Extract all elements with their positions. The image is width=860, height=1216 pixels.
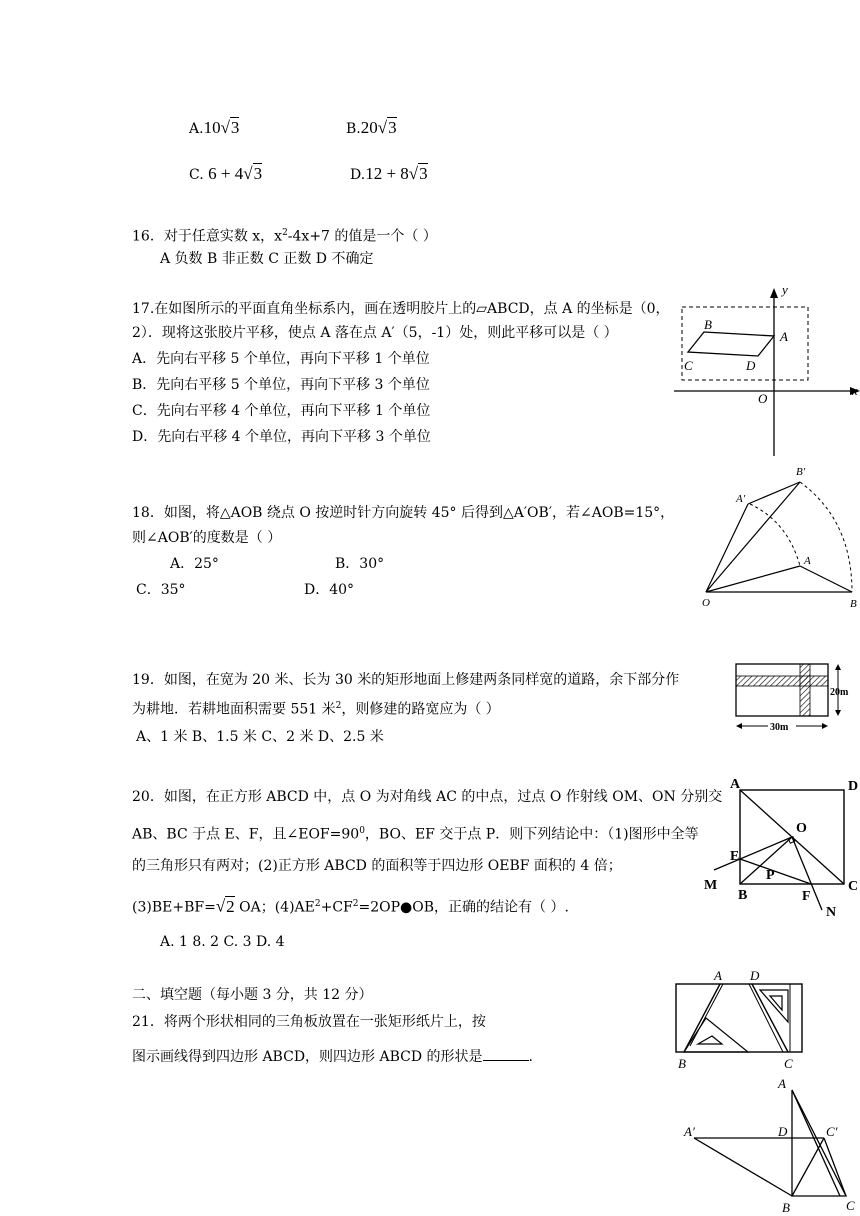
math-expression: 10√3 [203, 118, 240, 137]
expression-prefix: 12 + 8 [365, 164, 409, 183]
triangle-edge [690, 984, 723, 1046]
field-rectangle [736, 664, 828, 716]
stem-text: 为耕地．若耕地面积需要 551 米 [132, 701, 336, 718]
q16-stem [132, 223, 437, 247]
ray-om [714, 837, 792, 870]
edge-dc [752, 984, 788, 1052]
superscript: 2 [335, 701, 342, 711]
label-a: A [804, 555, 811, 567]
q22-triangle-figure [680, 1076, 860, 1216]
label-o: O [796, 821, 807, 836]
label-length: 30m [770, 722, 789, 733]
label-m: M [704, 878, 718, 893]
label-a: A [780, 329, 788, 344]
q15-option-c [189, 164, 262, 185]
q20-line4 [132, 894, 569, 918]
horizontal-road [736, 676, 828, 686]
label-e: E [730, 849, 740, 864]
q20-line3: 的三角形只有两对；(2)正方形 ABCD 的面积等于四边形 OEBF 面积的 4 倍； [132, 858, 622, 874]
arc-b-to-bprime [800, 482, 852, 592]
label-a: A [714, 968, 722, 983]
coefficient: 20 [360, 118, 378, 137]
superscript: 2 [314, 899, 321, 909]
option-label: A. [189, 121, 204, 137]
label-n: N [826, 905, 837, 920]
q20-line1: 20．如图，在正方形 ABCD 中，点 O 为对角线 AC 的中点，过点 O 作射线 OM、ON 分别交 [132, 789, 723, 805]
label-d: D [778, 1124, 788, 1139]
y-axis-arrow [770, 288, 778, 298]
label-o: O [758, 391, 768, 406]
triangle-edge [749, 984, 783, 1052]
radicand: 3 [419, 164, 428, 183]
q17-line2: 2）．现将这张胶片平移，使点 A 落在点 A′（5，-1）处，则此平移可以是（ ） [132, 325, 618, 341]
label-d: D [746, 358, 756, 373]
segment-ef [740, 859, 811, 884]
math-expression: √2 [215, 896, 235, 916]
q18-option-c: C．35° [136, 582, 186, 598]
stem-text: OA；(4)AE [234, 899, 315, 916]
q21-line1: 21．将两个形状相同的三角板放置在一张矩形纸片上，按 [132, 1014, 486, 1030]
segment-ab [800, 566, 852, 592]
answer-blank[interactable] [483, 1046, 529, 1061]
q20-line2 [132, 821, 699, 845]
math-expression: 6 + 4√3 [208, 164, 263, 183]
q17-coordinate-figure [674, 284, 860, 456]
q18-line1: 18．如图，将△AOB 绕点 O 按逆时针方向旋转 45° 后得到△A′OB′，若∠AOB=15°， [132, 505, 675, 521]
q21-line2 [132, 1046, 533, 1067]
label-x: x [852, 383, 858, 398]
segment-aprime-bprime [748, 482, 800, 504]
label-c: C [846, 1198, 855, 1213]
arc-a-to-aprime [750, 504, 800, 566]
stem-text: (3)BE+BF= [132, 899, 216, 916]
parallelogram-abcd [688, 332, 774, 356]
segment-b-cprime [792, 1138, 824, 1196]
radicand: 3 [253, 164, 263, 183]
q19-line1: 19．如图，在宽为 20 米、长为 30 米的矩形地面上修建两条同样宽的道路，余下部分作 [132, 672, 680, 688]
label-c: C [848, 879, 859, 894]
label-p: P [766, 868, 775, 883]
q21-set-squares-figure [670, 966, 810, 1074]
q15-option-a [189, 118, 239, 139]
option-label: D. [350, 167, 366, 183]
q19-line2 [132, 696, 500, 720]
segment-aprime-b [694, 1138, 792, 1196]
segment-oa [706, 566, 800, 592]
q15-option-b [346, 118, 397, 139]
q16-options: A 负数 B 非正数 C 正数 D 不确定 [160, 251, 374, 267]
vertical-road [800, 664, 810, 716]
q18-rotation-figure [700, 460, 860, 614]
q20-options: A. 1 8. 2 C. 3 D. 4 [160, 934, 285, 950]
q18-option-b: B．30° [335, 556, 385, 572]
dimension-arrow [736, 723, 742, 729]
stem-text: =2OP●OB，正确的结论有（ ）. [358, 899, 569, 916]
superscript: 2 [352, 899, 359, 909]
q18-option-a: A．25° [170, 556, 219, 572]
label-bprime: B′ [796, 466, 806, 478]
label-a: A [730, 777, 741, 792]
q17-option-b: B．先向右平移 5 个单位，再向下平移 3 个单位 [132, 377, 430, 393]
q15-option-d [350, 164, 428, 185]
label-a: A [778, 1076, 786, 1091]
label-b: B [704, 317, 712, 332]
radicand: 3 [230, 118, 240, 137]
superscript: 0 [359, 826, 365, 836]
q17-option-d: D．先向右平移 4 个单位，再向下平移 3 个单位 [132, 429, 431, 445]
label-cprime: C′ [826, 1124, 838, 1139]
segment-oaprime [706, 504, 748, 592]
q17-option-a: A．先向右平移 5 个单位，再向下平移 1 个单位 [132, 351, 430, 367]
stem-text: -4x+7 的值是一个（ ） [287, 228, 437, 245]
label-d: D [848, 779, 859, 794]
set-square-left-inner [698, 1036, 722, 1044]
radicand: 2 [226, 896, 235, 916]
label-d: D [750, 968, 760, 983]
option-label: C. [189, 167, 204, 183]
math-expression: 20√3 [360, 118, 397, 137]
coefficient: 10 [203, 118, 221, 137]
q19-road-figure [730, 658, 860, 738]
label-c: C [784, 1056, 793, 1071]
q18-line2: 则∠AOB′的度数是（ ） [132, 530, 282, 546]
stem-text: AB、BC 于点 E、F，且∠EOF=90 [132, 826, 360, 843]
q20-square-figure [700, 770, 860, 920]
label-width: 20m [830, 687, 849, 698]
label-f: F [802, 889, 811, 904]
section-fill-in-title: 二、填空题（每小题 3 分，共 12 分） [132, 987, 373, 1003]
stem-text: 16．对于任意实数 x，x [132, 228, 283, 245]
superscript: 2 [282, 228, 288, 238]
segment-obprime [706, 482, 800, 592]
stem-text: ，则修建的路宽应为（ ） [341, 701, 500, 718]
label-b: B [850, 598, 857, 610]
stem-text: +CF [320, 899, 353, 916]
transparent-film-outline [682, 307, 808, 380]
q19-options: A、1 米 B、1.5 米 C、2 米 D、2.5 米 [136, 729, 384, 745]
stem-text: ，BO、EF 交于点 P．则下列结论中：（1)图形中全等 [364, 826, 699, 843]
label-c: C [684, 358, 693, 373]
stem-text: 图示画线得到四边形 ABCD，则四边形 ABCD 的形状是 [132, 1049, 483, 1065]
label-o: O [702, 597, 710, 609]
label-b: B [738, 888, 748, 903]
option-label: B. [346, 121, 361, 137]
dimension-arrow [822, 723, 828, 729]
label-aprime: A′ [684, 1124, 695, 1139]
stem-text: . [528, 1049, 533, 1065]
label-aprime: A′ [736, 493, 746, 505]
radicand: 3 [388, 118, 397, 137]
q17-line1: 17.在如图所示的平面直角坐标系内，画在透明胶片上的▱ABCD，点 A 的坐标是（0， [132, 301, 670, 317]
label-b: B [678, 1056, 686, 1071]
q18-option-d: D．40° [304, 582, 355, 598]
dimension-arrow [835, 710, 841, 716]
q17-option-c: C．先向右平移 4 个单位，再向下平移 1 个单位 [132, 403, 431, 419]
expression-prefix: 6 + 4 [208, 164, 244, 183]
segment-ac [792, 1090, 840, 1196]
label-y: y [782, 284, 788, 297]
dimension-arrow [835, 664, 841, 670]
label-b: B [782, 1200, 790, 1215]
math-expression: 12 + 8√3 [365, 164, 428, 183]
